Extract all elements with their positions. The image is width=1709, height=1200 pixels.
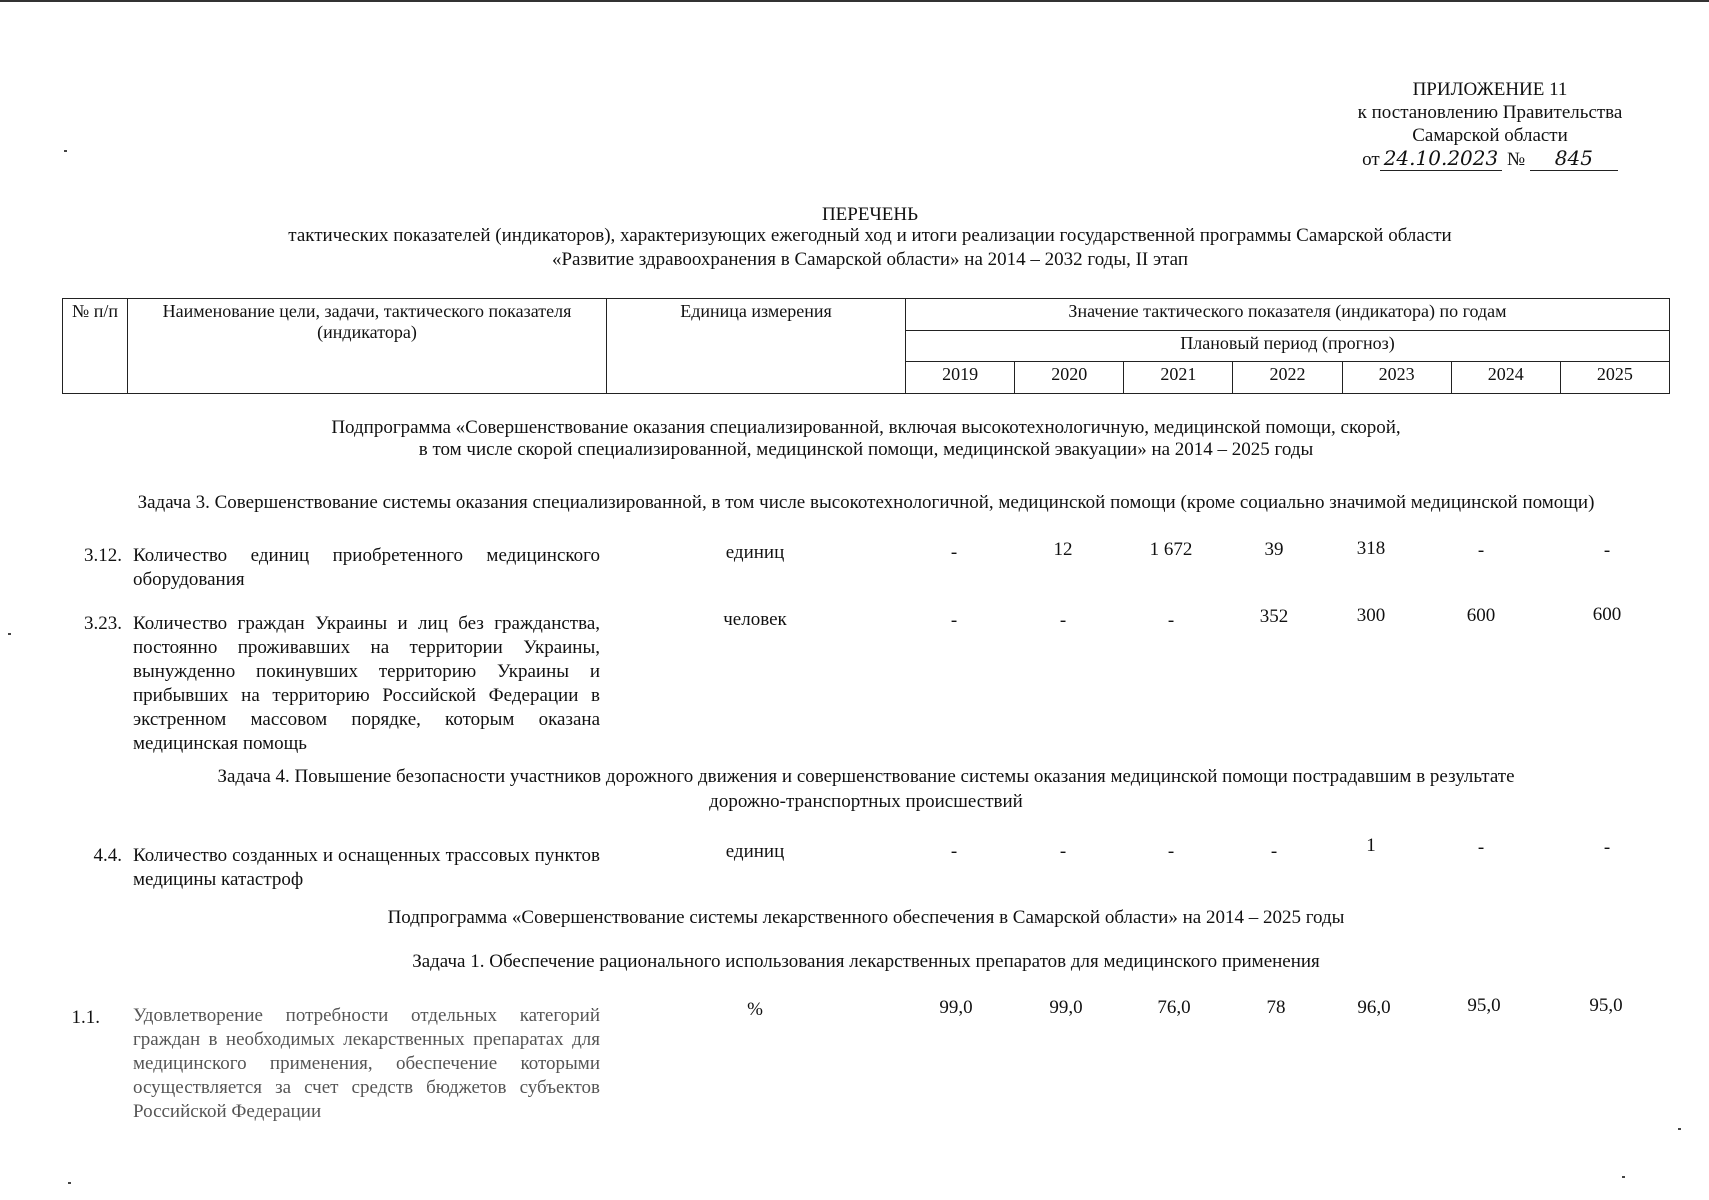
- subprogram-heading-line2: в том числе скорой специализированной, медицинской помощи, медицинской эвакуации» на 2014 – 2025 годы: [418, 439, 1314, 460]
- header-year: 2020: [1015, 362, 1124, 394]
- document-title-line1: тактических показателей (индикаторов), характеризующих ежегодный ход и итоги реализации государственной программы Самарской области: [288, 225, 1452, 246]
- header-values: Значение тактического показателя (индикатора) по годам: [906, 299, 1670, 331]
- row-value: -: [1270, 841, 1278, 862]
- appendix-line-region: Самарской области: [1412, 125, 1568, 146]
- row-indicator-name: Количество созданных и оснащенных трассовых пунктов медицины катастроф: [133, 845, 600, 890]
- handwritten-number: 845: [1530, 147, 1618, 171]
- row-value: 12: [1053, 539, 1073, 560]
- document-title-line2: «Развитие здравоохранения в Самарской области» на 2014 – 2032 годы, II этап: [551, 249, 1189, 270]
- row-value: 99,0: [939, 997, 973, 1018]
- row-unit: единиц: [725, 542, 785, 563]
- row-value: -: [950, 542, 958, 563]
- number-prefix: №: [1506, 149, 1526, 170]
- scan-speck: [1622, 1176, 1625, 1178]
- row-unit: единиц: [725, 841, 785, 862]
- scan-speck: [1678, 1128, 1681, 1130]
- row-value: -: [1477, 540, 1485, 561]
- row-value: 1: [1366, 835, 1376, 856]
- row-value: 78: [1266, 997, 1286, 1018]
- row-value: -: [1603, 837, 1611, 858]
- row-indicator-name: Количество единиц приобретенного медицинского оборудования: [133, 545, 600, 590]
- task-heading-line1: Задача 4. Повышение безопасности участников дорожного движения и совершенствование системы оказания медицинской помощи пострадавшим в результате: [217, 766, 1515, 787]
- subprogram-heading-line1: Подпрограмма «Совершенствование оказания специализированной, включая высокотехнологичную, медицинской помощи, скорой,: [331, 417, 1401, 438]
- row-value: -: [950, 841, 958, 862]
- task-heading: Задача 3. Совершенствование системы оказания специализированной, в том числе высокотехнологичной, медицинской помощи (кроме социально значимой медицинской помощи): [137, 492, 1595, 513]
- header-year: 2023: [1342, 362, 1451, 394]
- row-indicator-name: Количество граждан Украины и лиц без гражданства, постоянно проживавших на территории Украины, вынужденно покинувших территорию Украины и прибывших на территорию Российской Федерации в экстренном массовом порядке, которым оказана медицинская помощь: [133, 613, 600, 754]
- subprogram-heading: Подпрограмма «Совершенствование системы лекарственного обеспечения в Самарской области» на 2014 – 2025 годы: [387, 907, 1345, 928]
- row-number: 1.1.: [71, 1007, 100, 1028]
- row-value: 95,0: [1589, 995, 1623, 1016]
- document-heading: ПЕРЕЧЕНЬ: [821, 204, 919, 225]
- row-value: -: [1167, 610, 1175, 631]
- header-year: 2022: [1233, 362, 1342, 394]
- appendix-line-resolution: к постановлению Правительства: [1357, 102, 1623, 123]
- row-number: 3.23.: [84, 613, 122, 634]
- row-value: -: [1603, 540, 1611, 561]
- header-name: Наименование цели, задачи, тактического показателя (индикатора): [128, 299, 607, 394]
- row-unit: %: [747, 999, 763, 1020]
- row-value: -: [1167, 841, 1175, 862]
- header-plan-period: Плановый период (прогноз): [906, 330, 1670, 362]
- appendix-title: ПРИЛОЖЕНИЕ 11: [1412, 79, 1568, 100]
- row-value: 352: [1259, 606, 1289, 627]
- handwritten-date: 24.10.2023: [1380, 147, 1503, 171]
- task-heading-line2: дорожно-транспортных происшествий: [709, 791, 1023, 812]
- row-value: 96,0: [1357, 997, 1391, 1018]
- row-value: 600: [1466, 605, 1496, 626]
- row-indicator-name: Удовлетворение потребности отдельных категорий граждан в необходимых лекарственных препаратах для медицинского применения, обеспечение которыми осуществляется за счет средств бюджетов субъектов Российской Федерации: [133, 1005, 600, 1122]
- appendix-block: [1280, 78, 1700, 171]
- scan-speck: [68, 1182, 71, 1184]
- date-prefix: от: [1362, 149, 1380, 170]
- row-value: 39: [1264, 539, 1284, 560]
- header-unit: Единица измерения: [607, 299, 906, 394]
- header-year: 2019: [906, 362, 1015, 394]
- header-year: 2021: [1124, 362, 1233, 394]
- header-year: 2024: [1451, 362, 1560, 394]
- row-value: 99,0: [1049, 997, 1083, 1018]
- row-value: 1 672: [1149, 539, 1193, 560]
- row-number: 3.12.: [84, 545, 122, 566]
- row-value: 95,0: [1467, 995, 1501, 1016]
- header-num: № п/п: [63, 299, 128, 394]
- row-value: 300: [1356, 605, 1386, 626]
- task-heading: Задача 1. Обеспечение рационального использования лекарственных препаратов для медицинского применения: [412, 951, 1320, 972]
- row-value: -: [950, 610, 958, 631]
- row-value: 318: [1356, 538, 1386, 559]
- row-number: 4.4.: [93, 845, 122, 866]
- scan-speck: [8, 633, 11, 635]
- row-value: -: [1477, 837, 1485, 858]
- scan-speck: [64, 150, 67, 152]
- row-value: 600: [1592, 604, 1622, 625]
- row-value: -: [1059, 841, 1067, 862]
- row-value: 76,0: [1157, 997, 1191, 1018]
- row-value: -: [1059, 610, 1067, 631]
- header-year: 2025: [1560, 362, 1669, 394]
- appendix-date-number: [1362, 147, 1618, 171]
- row-unit: человек: [723, 609, 787, 630]
- scan-top-border: [0, 0, 1709, 2]
- indicator-table-header: [62, 298, 1670, 394]
